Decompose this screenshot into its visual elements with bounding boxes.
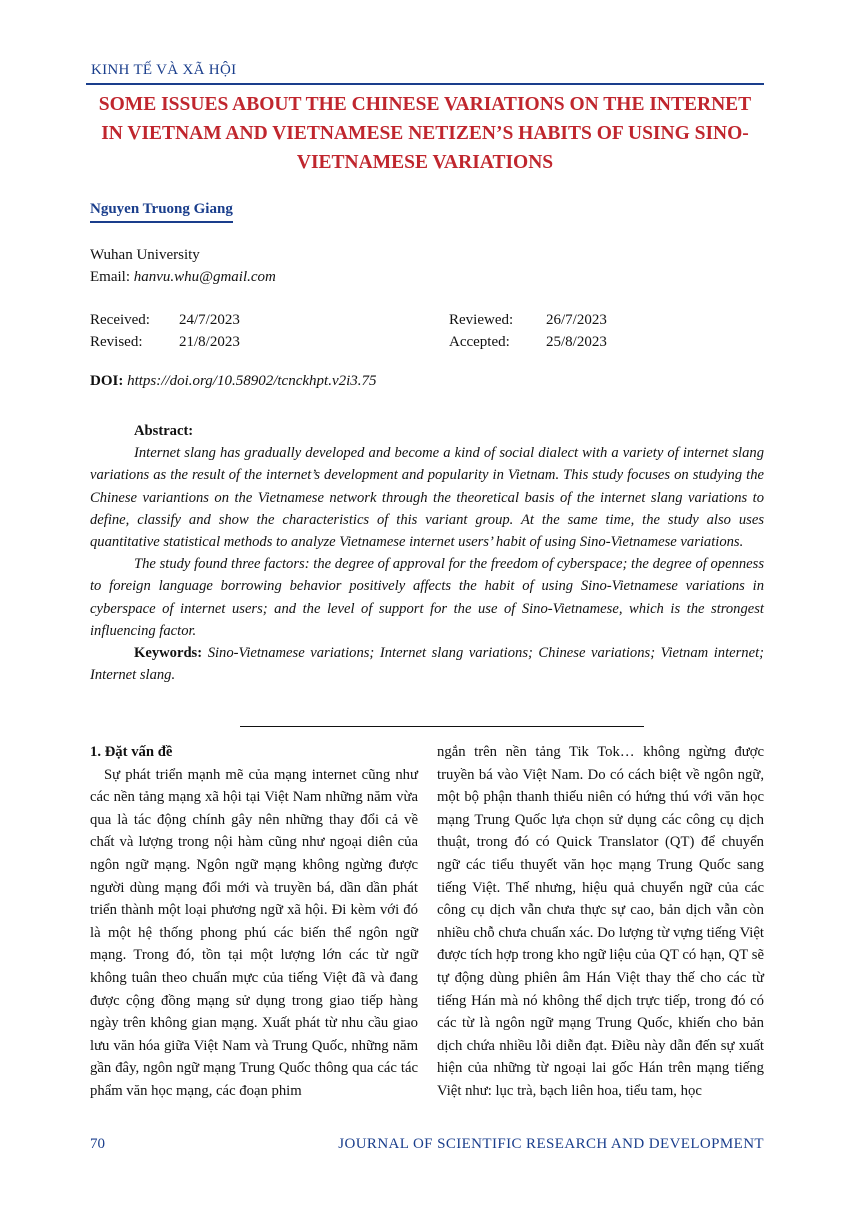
accepted-date: 25/8/2023 (546, 334, 607, 350)
email-address[interactable]: hanvu.whu@gmail.com (133, 269, 276, 285)
body-paragraph-right: ngắn trên nền tảng Tik Tok… không ngừng được truyền bá vào Việt Nam. Do có cách biệt về ngôn ngữ, một bộ phận thanh thiếu niên có hứng thú với văn học mạng Trung Quốc lựa chọn sử dụng các công cụ dịch thuật, trong đó có Quick Translator (QT) để chuyển ngữ các tiểu thuyết văn học mạng Trung Quốc sang tiếng Việt. Thế nhưng, hiệu quả chuyển ngữ của các công cụ dịch vẫn chưa thực sự cao, bản dịch vẫn còn nhiều chỗ chưa chuẩn xác. Do lượng từ vựng tiếng Việt được tích hợp trong kho ngữ liệu của QT có hạn, QT sẽ tự động dùng phiên âm Hán Việt thay thế cho các từ tiếng Hán mà nó không thể dịch trực tiếp, trong đó có các từ là ngôn ngữ mạng Trung Quốc, khiến cho bản dịch chứa nhiều lỗi diễn đạt. Điều này dẫn đến sự xuất hiện của những từ ngoại lai gốc Hán trên mạng tiếng Việt như: lục trà, bạch liên hoa, tiểu tam, học (437, 744, 764, 1099)
email-line (90, 266, 276, 288)
reviewed-label: Reviewed: (449, 312, 514, 328)
reviewed-date: 26/7/2023 (546, 312, 607, 328)
section-heading: 1. Đặt vấn đề (90, 744, 173, 760)
body-column-right (437, 741, 764, 1103)
page-number: 70 (90, 1136, 105, 1152)
author-affiliation-block (90, 244, 276, 288)
keywords-label: Keywords: (134, 645, 203, 662)
doi-label: DOI: (90, 373, 124, 389)
abstract-paragraph-2: The study found three factors: the degree of approval for the freedom of cyberspace; the degree of openness to foreign language borrowing behavior positively affects the habit of using Sino-Vietnamese variations in cyberspace of internet users; and the level of support for the use of Sino-Vietnamese, which is the strongest influencing factor. (90, 556, 764, 639)
paper-title: SOME ISSUES ABOUT THE CHINESE VARIATIONS ON THE INTERNET IN VIETNAM AND VIETNAMESE NETIZEN’S HABITS OF USING SINO-VIETNAMESE VARIATIONS (98, 94, 752, 173)
body-column-left (90, 741, 418, 1103)
keywords (90, 642, 764, 686)
doi-line (90, 373, 377, 390)
affiliation: Wuhan University (90, 247, 200, 263)
received-date: 24/7/2023 (179, 312, 240, 328)
revised-date: 21/8/2023 (179, 334, 240, 350)
email-label: Email: (90, 269, 130, 285)
received-label: Received: (90, 312, 150, 328)
abstract-heading: Abstract: (134, 423, 194, 439)
dates-row-1 (90, 309, 710, 331)
doi-link[interactable]: https://doi.org/10.58902/tcnckhpt.v2i3.75 (127, 373, 377, 389)
journal-name: JOURNAL OF SCIENTIFIC RESEARCH AND DEVELOPMENT (338, 1136, 764, 1152)
article-dates (90, 309, 710, 353)
abstract (90, 420, 764, 686)
section-divider (240, 726, 644, 727)
dates-row-2 (90, 331, 710, 353)
abstract-paragraph-1: Internet slang has gradually developed and become a kind of social dialect with a variety of internet slang variations as the result of the internet’s development and popularity in Vietnam. This study focuses on studying the Chinese variantions on the Vietnamese network through the theoretical basis of the internet slang variations to define, classify and show the characteristics of this variant group. At the same time, the study also uses quantitative statistical methods to analyze Vietnamese internet users’ habit of using Sino-Vietnamese variations. (90, 445, 764, 551)
section-label: KINH TẾ VÀ XÃ HỘI (91, 62, 237, 78)
author-name: Nguyen Truong Giang (90, 201, 233, 223)
body-paragraph-left: Sự phát triển mạnh mẽ của mạng internet cũng như các nền tảng mạng xã hội tại Việt Nam những năm vừa qua là tác động chính gây nên những thay đổi cả về chất và lượng trong nội hàm cũng như ngoại diên của ngôn ngữ mạng. Ngôn ngữ mạng không ngừng được người dùng mạng đổi mới và truyền bá, dần dần phát triển thành một loại phương ngữ xã hội. Đi kèm với đó là một hệ thống phong phú các biến thể ngôn ngữ mạng. Trong đó, tồn tại một lượng lớn các từ ngữ không tuân theo chuẩn mực của tiếng Việt đã và đang được cộng đồng mạng sử dụng trong giao tiếp hàng ngày trên không gian mạng. Xuất phát từ nhu cầu giao lưu văn hóa giữa Việt Nam và Trung Quốc, những năm gần đây, ngôn ngữ mạng Trung Quốc thông qua các tác phẩm văn học mạng, các đoạn phim (90, 766, 418, 1099)
revised-label: Revised: (90, 334, 143, 350)
keywords-list: Sino-Vietnamese variations; Internet slang variations; Chinese variations; Vietnam internet; Internet slang. (90, 645, 764, 684)
accepted-label: Accepted: (449, 334, 510, 350)
header-rule (86, 83, 764, 85)
